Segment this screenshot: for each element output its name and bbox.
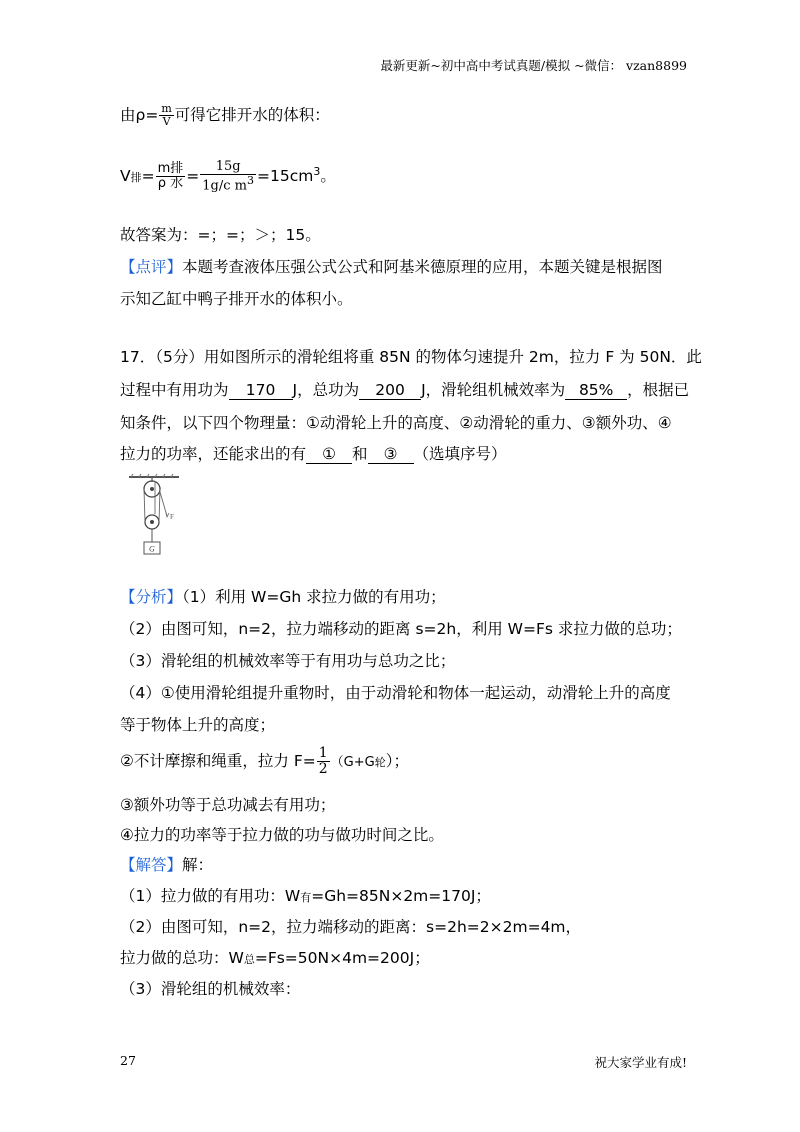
fraction-m-over-rho: $\frac{\text{m排}}{\text{ρ 水}}$: [157, 161, 184, 191]
review-tag: 【点评】: [120, 258, 183, 276]
analysis-line-6: ②不计摩擦和绳重，拉力 F= $\frac{1}{2}$ （G+G轮）；: [120, 745, 409, 777]
formula-density-line: [120, 103, 330, 128]
solution-header: 【解答】解：: [120, 856, 214, 874]
question-17-line-4: 拉力的功率，还能求出的有 ① 和 ③ （选填序号）: [120, 445, 507, 463]
solution-line-2: （2）由图可知，n=2，拉力端移动的距离：s=2h=2×2m=4m，: [120, 918, 582, 936]
pull-rope: [160, 492, 167, 516]
answer-blank-second: ③: [368, 446, 414, 464]
answer-summary: 故答案为：=；=；＞；15。: [120, 226, 321, 244]
fraction-m-over-v: $\frac{m}{V}$: [161, 102, 172, 128]
analysis-line-8: ④拉力的功率等于拉力做的功与做功时间之比。: [120, 826, 444, 844]
analysis-line-5: 等于物体上升的高度；: [120, 716, 276, 734]
page-number: 27: [120, 1053, 136, 1068]
analysis-line-4: （4）①使用滑轮组提升重物时，由于动滑轮和物体一起运动，动滑轮上升的高度: [120, 684, 671, 702]
answer-blank-total-work: 200: [359, 382, 421, 400]
footer-slogan: 祝大家学业有成!: [594, 1055, 687, 1070]
formula-text: 可得它排开水的体积：: [174, 106, 330, 124]
solution-tag: 【解答】: [120, 856, 183, 874]
answer-blank-efficiency: 85%: [565, 382, 627, 400]
analysis-line-3: （3）滑轮组的机械效率等于有用功与总功之比；: [120, 652, 456, 670]
force-label: F: [170, 513, 174, 521]
arrow-icon: [166, 513, 169, 517]
solution-line-1: （1）拉力做的有用功：W有=Gh=85N×2m=170J；: [120, 887, 491, 905]
question-17-line-3: 知条件，以下四个物理量：①动滑轮上升的高度、②动滑轮的重力、③额外功、④: [120, 414, 672, 432]
solution-line-4: （3）滑轮组的机械效率：: [120, 980, 301, 998]
answer-blank-useful-work: 170: [229, 382, 293, 400]
analysis-line-2: （2）由图可知，n=2，拉力端移动的距离 s=2h，利用 W=Fs 求拉力做的总功；: [120, 620, 682, 638]
fraction-values: $\frac{15g}{1g/c m^3}$: [202, 159, 254, 193]
weight-label: G: [149, 544, 155, 554]
answer-blank-first: ①: [306, 446, 352, 464]
analysis-line-1: 【分析】（1）利用 W=Gh 求拉力做的有用功；: [120, 588, 446, 606]
fraction-one-half: $\frac{1}{2}$: [318, 745, 328, 777]
review-line-1: 【点评】本题考查液体压强公式公式和阿基米德原理的应用，本题关键是根据图: [120, 258, 663, 276]
formula-text: 由ρ=: [120, 106, 159, 124]
solution-line-3: 拉力做的总功：W总=Fs=50N×4m=200J；: [120, 949, 430, 967]
analysis-line-7: ③额外功等于总功减去有用功；: [120, 796, 336, 814]
question-17-line-1: 17．（5分）用如图所示的滑轮组将重 85N 的物体匀速提升 2m，拉力 F 为 50N．此: [120, 348, 702, 366]
pulley-system-diagram: [125, 472, 185, 562]
page-header: 最新更新~初中高中考试真题/模拟 ~微信： vzan8899: [380, 58, 687, 73]
review-line-2: 示知乙缸中鸭子排开水的体积小。: [120, 290, 353, 308]
formula-volume-line: V排= $\frac{\text{m排}}{\text{ρ 水}}$ = $\frac{15g}{1g/c m^3}$ $=15cm^3$。: [120, 159, 336, 193]
analysis-tag: 【分析】: [120, 588, 183, 606]
question-17-line-2: 过程中有用功为 170 J，总功为 200 J，滑轮组机械效率为 85% ，根据已: [120, 381, 690, 399]
